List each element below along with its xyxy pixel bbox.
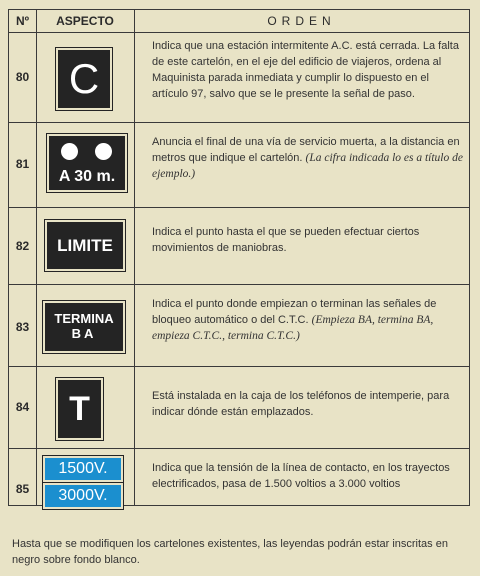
sign-distance-label: A 30 m.: [58, 168, 116, 185]
table-row: [9, 448, 469, 506]
sign-limite: LIMITE: [45, 220, 125, 271]
row-number: 83: [15, 320, 30, 334]
table-row: [9, 207, 469, 285]
table-row: [9, 284, 469, 367]
row-number: 80: [15, 70, 30, 84]
sign-termina: [43, 301, 125, 353]
row-description: Está instalada en la caja de los teléfonos de intemperie, para indicar dónde están emplazados.: [152, 390, 450, 418]
table-header: [9, 10, 469, 33]
footer-note: Hasta que se modifiquen los cartelones existentes, las leyendas podrán estar inscritas en negro sobre fondo blanco.: [12, 538, 448, 566]
table-row: [9, 32, 469, 123]
table-row: [9, 122, 469, 208]
row-description: Indica que una estación intermitente A.C. está cerrada. La falta de este cartelón, en el eje del edificio de viajeros, ordena al Maquinista parada inmediata y cumplir lo dispuesto en el artículo 97, salvo que se le presente la señal de paso.: [152, 40, 459, 100]
sign-dead-end: [47, 134, 127, 192]
header-num: Nº: [15, 14, 30, 28]
row-description-example: (Empieza BA, termina BA, empieza C.T.C., termina C.T.C.): [152, 314, 434, 342]
row-number: 85: [15, 482, 30, 496]
header-order: ORDEN: [267, 14, 336, 28]
table-row: [9, 366, 469, 449]
row-number: 81: [15, 157, 30, 171]
header-aspect: ASPECTO: [56, 14, 114, 28]
row-description-text: Indica el punto donde empiezan o terminan las señales de bloqueo automático o del C.T.C.: [152, 298, 437, 326]
sign-telephone: T: [56, 378, 103, 440]
row-number: 84: [15, 400, 30, 414]
white-circle-icon: [95, 143, 112, 160]
white-circle-icon: [61, 143, 78, 160]
row-description: Indica el punto hasta el que se pueden efectuar ciertos movimientos de maniobras.: [152, 226, 420, 254]
row-description: [152, 134, 463, 182]
sign-voltage-3000: 3000V.: [43, 483, 123, 509]
row-number: 82: [15, 239, 30, 253]
sign-c: C: [56, 48, 112, 110]
signal-table: [8, 9, 470, 506]
row-description-text: Anuncia el final de una vía de servicio muerta, a la distancia en metros que indique el cartelón.: [152, 136, 460, 164]
row-description: Indica que la tensión de la línea de contacto, en los trayectos electrificados, pasa de 1.500 voltios a 3.000 voltios: [152, 462, 450, 490]
row-description: [152, 296, 463, 344]
sign-line-1: TERMINA: [54, 311, 114, 326]
sign-line-2: BA: [71, 326, 97, 341]
sign-voltage-1500: 1500V.: [43, 456, 123, 482]
row-description-example: (La cifra indicada lo es a título de ejemplo.): [152, 152, 463, 180]
